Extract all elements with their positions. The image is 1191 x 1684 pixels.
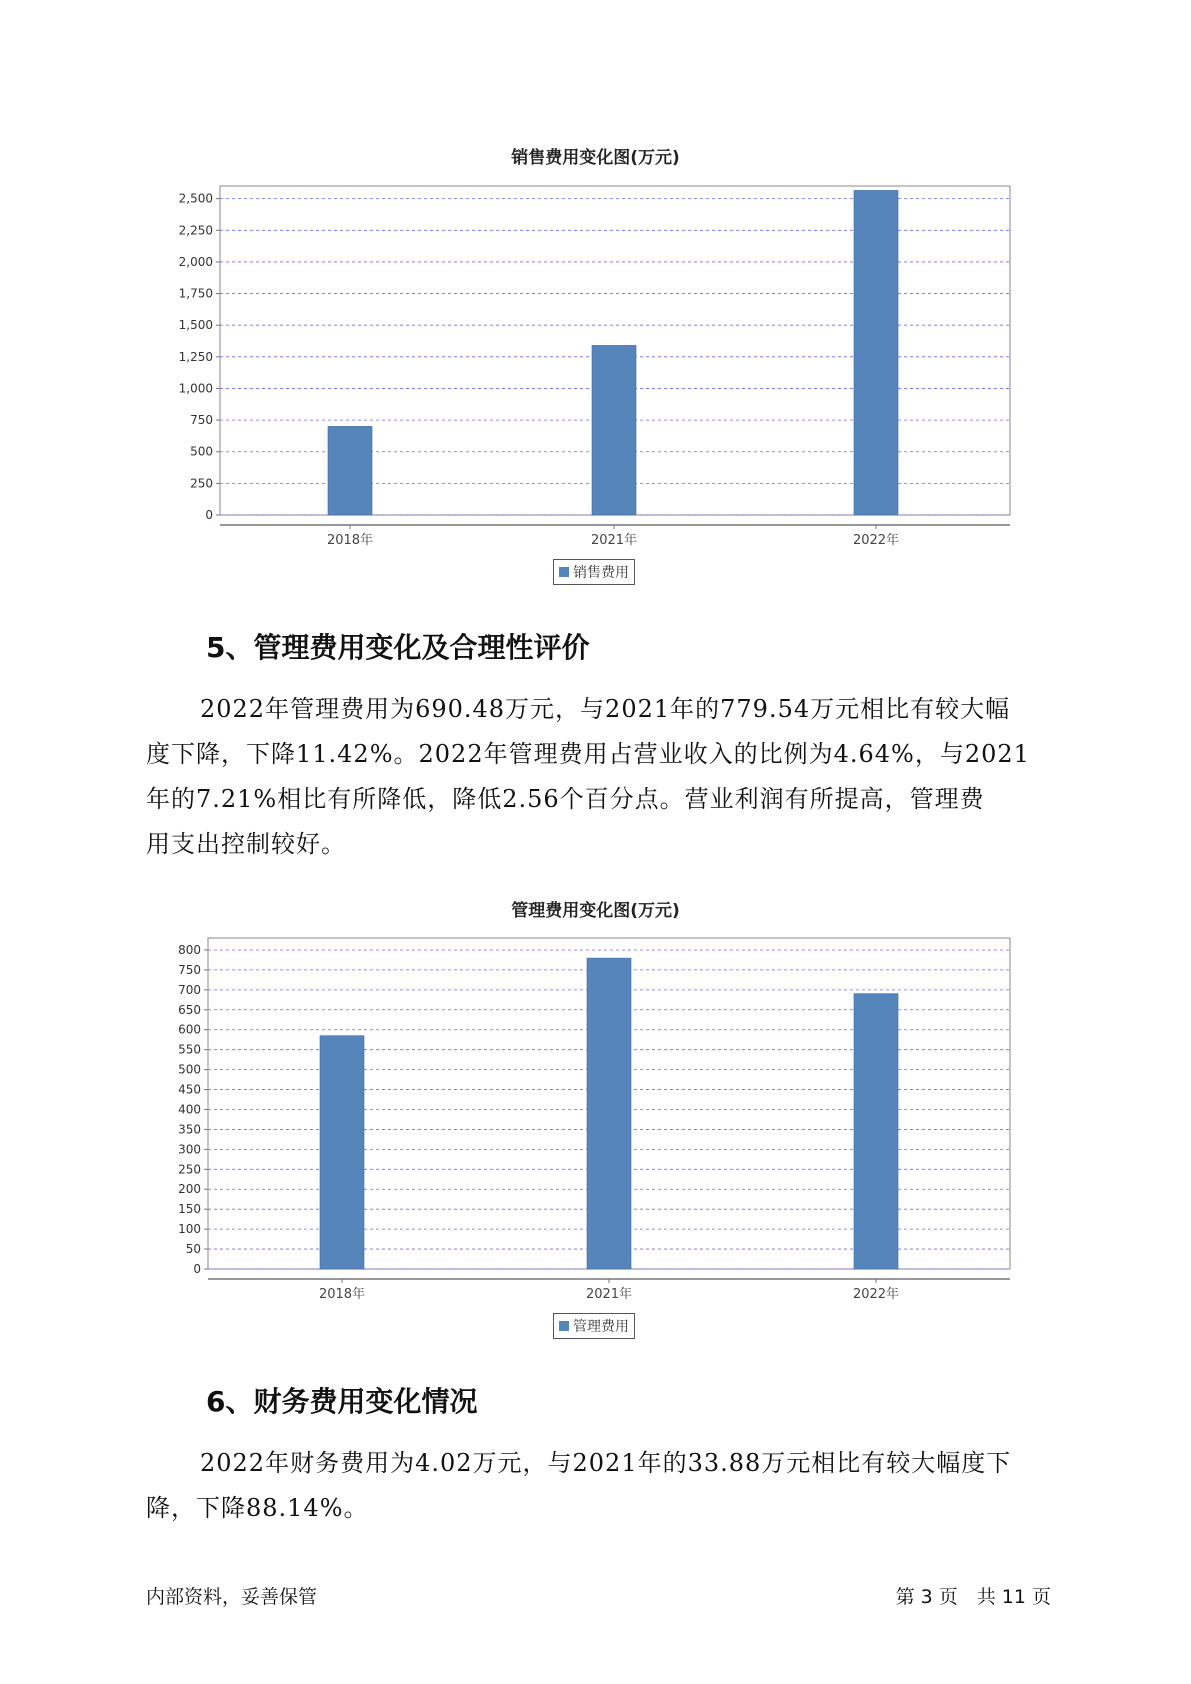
y-tick-label: 0 [193, 1262, 201, 1276]
paragraph-line: 2022年管理费用为690.48万元，与2021年的779.54万元相比有较大幅 [200, 695, 1011, 723]
paragraph-line: 年的7.21%相比有所降低，降低2.56个百分点。营业利润有所提高，管理费 [146, 785, 985, 813]
chart-title-sales: 销售费用变化图(万元) [511, 148, 680, 168]
legend-swatch [559, 567, 569, 577]
section-6-paragraph [146, 1441, 1051, 1531]
paragraph-line: 2022年财务费用为4.02万元，与2021年的33.88万元相比有较大幅度下 [200, 1449, 1012, 1477]
y-tick-label: 350 [178, 1122, 201, 1137]
y-tick-label: 250 [190, 476, 213, 491]
x-tick-label: 2022年 [852, 1287, 900, 1302]
y-tick-label: 450 [178, 1082, 201, 1097]
y-tick-label: 250 [178, 1162, 201, 1177]
chart-title-admin: 管理费用变化图(万元) [511, 901, 680, 921]
chart-legend-sales [553, 559, 635, 585]
footer-page-number: 第 3 页 共 11 页 [895, 1586, 1051, 1608]
x-tick-label: 2018年 [318, 1287, 366, 1302]
y-tick-label: 1,750 [178, 286, 213, 301]
y-tick-label: 150 [178, 1202, 201, 1217]
legend-label: 管理费用 [573, 1319, 629, 1335]
y-tick-label: 100 [178, 1222, 201, 1237]
y-tick-label: 500 [178, 1062, 201, 1077]
bar-2021年 [587, 958, 631, 1269]
y-tick-label: 700 [178, 982, 201, 997]
bar-2022年 [854, 190, 898, 515]
bar-2018年 [320, 1036, 364, 1269]
admin-expense-chart [0, 924, 1191, 1324]
x-tick-label: 2021年 [585, 1287, 633, 1302]
y-tick-label: 2,250 [178, 223, 213, 238]
paragraph-line: 降，下降88.14%。 [146, 1494, 369, 1522]
x-tick-label: 2021年 [590, 533, 638, 548]
y-tick-label: 750 [190, 413, 213, 428]
y-tick-label: 750 [178, 962, 201, 977]
y-tick-label: 800 [178, 942, 201, 957]
y-tick-label: 600 [178, 1022, 201, 1037]
y-tick-label: 50 [185, 1242, 201, 1257]
y-tick-label: 1,250 [178, 349, 213, 364]
x-tick-label: 2018年 [326, 533, 374, 548]
legend-swatch [559, 1321, 569, 1331]
y-tick-label: 2,000 [178, 254, 213, 269]
y-tick-label: 300 [178, 1142, 201, 1157]
section-title-6: 6、财务费用变化情况 [206, 1385, 478, 1418]
chart-legend-admin [553, 1313, 635, 1339]
footer-confidential-note: 内部资料，妥善保管 [146, 1586, 318, 1608]
legend-label: 销售费用 [573, 565, 629, 581]
y-tick-label: 650 [178, 1002, 201, 1017]
y-tick-label: 1,500 [178, 318, 213, 333]
y-tick-label: 550 [178, 1042, 201, 1057]
y-tick-label: 400 [178, 1102, 201, 1117]
y-tick-label: 2,500 [178, 191, 213, 206]
paragraph-line: 用支出控制较好。 [146, 830, 346, 858]
y-tick-label: 200 [178, 1182, 201, 1197]
section-title-5: 5、管理费用变化及合理性评价 [206, 631, 590, 664]
y-tick-label: 500 [190, 444, 213, 459]
section-5-paragraph [146, 687, 1051, 867]
y-tick-label: 1,000 [178, 381, 213, 396]
paragraph-line: 度下降，下降11.42%。2022年管理费用占营业收入的比例为4.64%，与2021 [146, 740, 1030, 768]
y-tick-label: 0 [205, 508, 213, 522]
bar-2022年 [854, 994, 898, 1269]
sales-expense-chart [0, 170, 1191, 570]
x-tick-label: 2022年 [852, 533, 900, 548]
bar-2018年 [328, 426, 372, 515]
bar-2021年 [592, 345, 636, 515]
